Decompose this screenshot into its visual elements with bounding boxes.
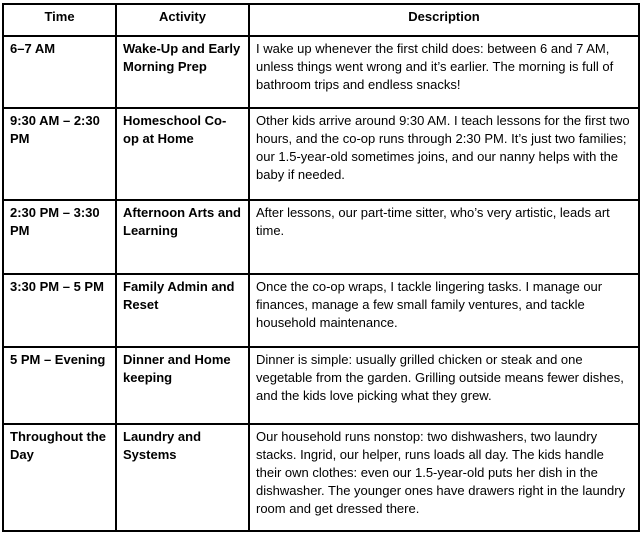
column-header-description: Description: [249, 4, 639, 36]
cell-activity-homeschool: Homeschool Co-op at Home: [116, 108, 249, 200]
cell-activity-family-admin: Family Admin and Reset: [116, 274, 249, 347]
cell-activity-wake-up: Wake-Up and Early Morning Prep: [116, 36, 249, 108]
cell-activity-laundry: Laundry and Systems: [116, 424, 249, 531]
table-row: [3, 200, 639, 274]
daily-schedule-table: [2, 3, 640, 532]
cell-description-afternoon-arts: After lessons, our part-time sitter, who’s very artistic, leads art time.: [249, 200, 639, 274]
column-header-activity: Activity: [116, 4, 249, 36]
cell-description-homeschool: Other kids arrive around 9:30 AM. I teach lessons for the first two hours, and the co-op runs through 2:30 PM. It’s just two families; our 1.5-year-old sometimes joins, and our nanny helps with the baby if needed.: [249, 108, 639, 200]
table-row: [3, 108, 639, 200]
table-row: [3, 347, 639, 424]
column-header-time: Time: [3, 4, 116, 36]
cell-activity-afternoon-arts: Afternoon Arts and Learning: [116, 200, 249, 274]
table-row: [3, 274, 639, 347]
cell-activity-dinner: Dinner and Home keeping: [116, 347, 249, 424]
cell-description-laundry: Our household runs nonstop: two dishwashers, two laundry stacks. Ingrid, our helper, runs loads all day. The kids handle their own clothes: even our 1.5-year-old puts her dish in the dishwasher. The younger ones have drawers right in the laundry room and get dressed there.: [249, 424, 639, 531]
cell-time-dinner: 5 PM – Evening: [3, 347, 116, 424]
cell-time-wake-up: 6–7 AM: [3, 36, 116, 108]
table-row: [3, 36, 639, 108]
cell-time-family-admin: 3:30 PM – 5 PM: [3, 274, 116, 347]
cell-description-dinner: Dinner is simple: usually grilled chicken or steak and one vegetable from the garden. Grilling outside means fewer dishes, and the kids love picking what they grew.: [249, 347, 639, 424]
cell-description-family-admin: Once the co-op wraps, I tackle lingering tasks. I manage our finances, manage a few small family ventures, and tackle household maintenance.: [249, 274, 639, 347]
cell-description-wake-up: I wake up whenever the first child does: between 6 and 7 AM, unless things went wrong and it’s earlier. The morning is full of bathroom trips and endless snacks!: [249, 36, 639, 108]
cell-time-homeschool: 9:30 AM – 2:30 PM: [3, 108, 116, 200]
table-header-row: [3, 4, 639, 36]
table-row: [3, 424, 639, 531]
cell-time-afternoon-arts: 2:30 PM – 3:30 PM: [3, 200, 116, 274]
cell-time-laundry: Throughout the Day: [3, 424, 116, 531]
